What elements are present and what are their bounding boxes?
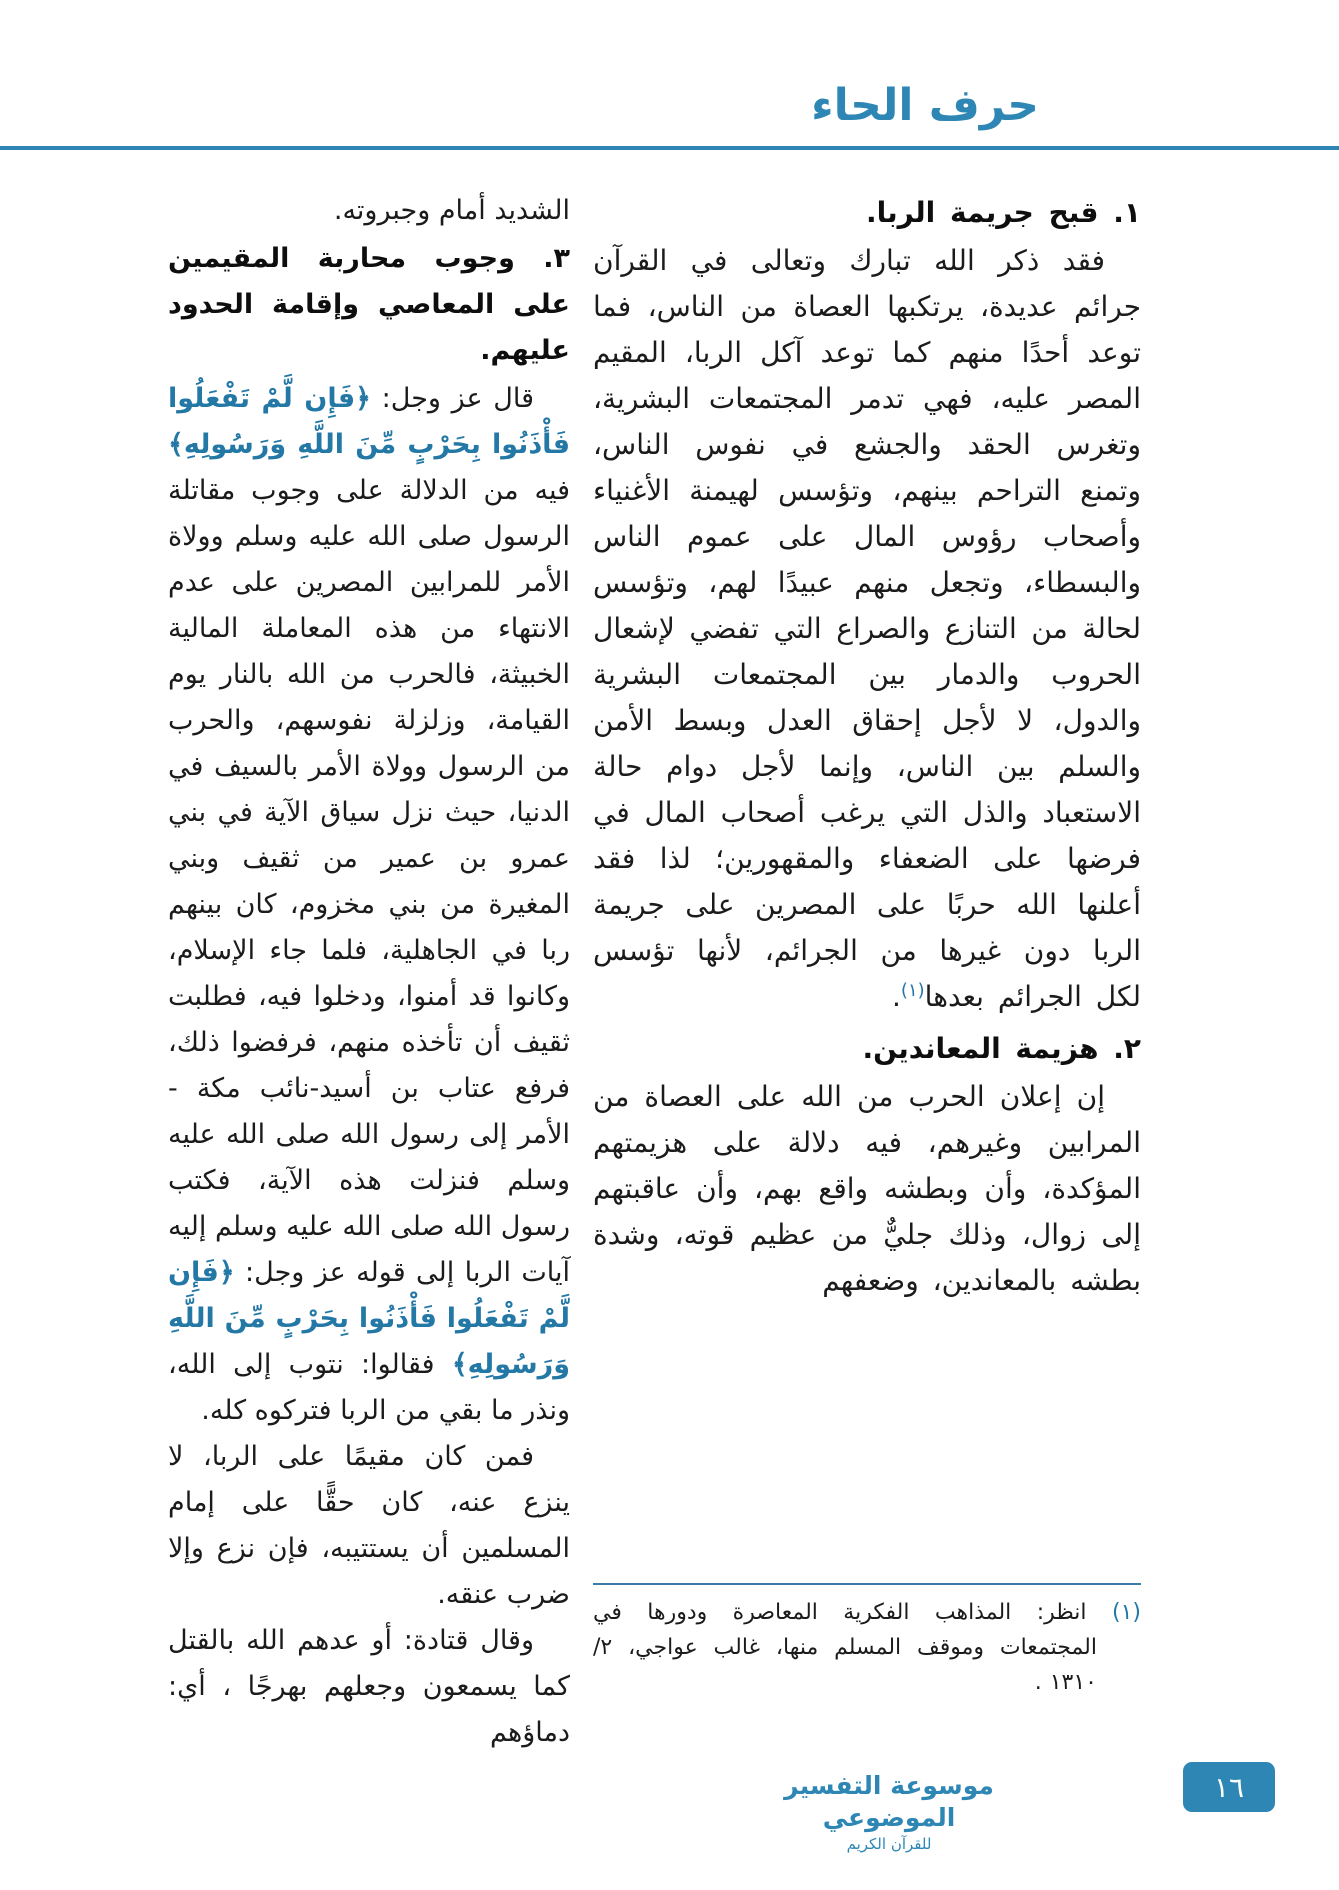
- text-column-left: [168, 188, 570, 1748]
- quran-quote-2: ﴿فَإِن لَّمْ تَفْعَلُوا فَأْذَنُوا بِحَرْبٍ مِّنَ اللَّهِ وَرَسُولِهِ﴾: [168, 1257, 570, 1380]
- commentary-intro: قال عز وجل:: [370, 383, 535, 414]
- paragraph-ruling-on-riba: فمن كان مقيمًا على الربا، لا ينزع عنه، كان حقًّا على إمام المسلمين أن يستتيبه، فإن نزع وإلا ضرب عنقه.: [168, 1441, 570, 1610]
- commentary-ending: فقالوا: نتوب إلى الله، ونذر ما بقي من الربا فتركوه كله.: [168, 1349, 570, 1426]
- body-columns: [168, 188, 1141, 1748]
- footnote-marker: (١): [1111, 1600, 1141, 1625]
- logo-subtitle: للقرآن الكريم: [846, 1835, 932, 1853]
- section-title-calligraphy: حرف الحاء: [811, 80, 1039, 131]
- paragraph-defeat-of-stubborn: إن إعلان الحرب من الله على العصاة من المرابين وغيرهم، فيه دلالة على هزيمتهم المؤكدة، وأن وبطشه واقع بهم، وأن عاقبتهم إلى زوال، وذلك جليٌّ من عظيم قوته، وشدة بطشه بالمعاندين، وضعفهم: [593, 1080, 1141, 1297]
- text-column-right: [593, 188, 1141, 1700]
- footnote-text: انظر: المذاهب الفكرية المعاصرة ودورها في المجتمعات وموقف المسلم منها، غالب عواجي، ٢/ ١٣١٠ .: [593, 1600, 1097, 1695]
- header-divider: [0, 146, 1339, 150]
- heading-riba-crime: ١. قبح جريمة الربا.: [866, 196, 1141, 229]
- quran-quote-1: ﴿فَإِن لَّمْ تَفْعَلُوا فَأْذَنُوا بِحَرْبٍ مِّنَ اللَّهِ وَرَسُولِهِ﴾: [168, 383, 570, 460]
- paragraph-quran-commentary: [168, 376, 570, 1434]
- paragraph-riba-text: فقد ذكر الله تبارك وتعالى في القرآن جرائم عديدة، يرتكبها العصاة من الناس، فما توعد أحدًا منهم كما توعد آكل الربا، المقيم المصر عليه، فهي تدمر المجتمعات البشرية، وتغرس الحقد والجشع في نفوس الناس، وتمنع التراحم بينهم، وتؤسس لهيمنة الأغنياء وأصحاب رؤوس المال على عموم الناس والبسطاء، وتجعل منهم عبيدًا لهم، وتؤسس لحالة من التنازع والصراع التي تفضي لإشعال الحروب والدمار بين المجتمعات البشرية والدول، لا لأجل إحقاق العدل وبسط الأمن والسلم بين الناس، وإنما لأجل دوام حالة الاستعباد والذل التي يرغب أصحاب المال في فرضها على الضعفاء والمقهورين؛ لذا فقد أعلنها الله حربًا على المصرين على جريمة الربا دون غيرها من الجرائم، لأنها تؤسس لكل الجرائم بعدها: [593, 244, 1141, 1013]
- page-number: ١٦: [1213, 1770, 1245, 1804]
- page-number-badge: [1183, 1762, 1275, 1812]
- publisher-logo: [769, 1770, 1009, 1854]
- paragraph-riba-crime: [593, 238, 1141, 1024]
- footnote-line: [593, 1595, 1141, 1700]
- commentary-body: فيه من الدلالة على وجوب مقاتلة الرسول صلى الله عليه وسلم وولاة الأمر للمرابين المصرين على عدم الانتهاء من هذه المعاملة المالية الخبيثة، فالحرب من الله بالنار يوم القيامة، وزلزلة نفوسهم، والحرب من الرسول وولاة الأمر بالسيف في الدنيا، حيث نزل سياق الآية في بني عمرو بن عمير من ثقيف وبني المغيرة من بني مخزوم، كان بينهم ربا في الجاهلية، فلما جاء الإسلام، وكانوا قد أمنوا، ودخلوا فيه، فطلبت ثقيف أن تأخذه منهم، فرفضوا ذلك، فرفع عتاب بن أسيد-نائب مكة - الأمر إلى رسول الله صلى الله عليه وسلم فنزلت هذه الآية، فكتب رسول الله صلى الله عليه وسلم إليه آيات الربا إلى قوله عز وجل:: [168, 475, 570, 1288]
- footnote-block: [593, 1583, 1141, 1700]
- paragraph-riba-period: .: [892, 980, 901, 1013]
- heading-fighting-persistent-sinners: ٣. وجوب محاربة المقيمين على المعاصي وإقامة الحدود عليهم.: [168, 243, 570, 366]
- paragraph-qatada-quote: وقال قتادة: أو عدهم الله بالقتل كما يسمعون وجعلهم بهرجًا ، أي: دماؤهم: [168, 1625, 570, 1748]
- heading-defeat-of-stubborn: ٢. هزيمة المعاندين.: [862, 1032, 1141, 1065]
- logo-title: موسوعة التفسير الموضوعي: [784, 1771, 994, 1832]
- paragraph-continuation: الشديد أمام وجبروته.: [333, 195, 570, 226]
- footnote-reference: (١): [900, 980, 925, 1001]
